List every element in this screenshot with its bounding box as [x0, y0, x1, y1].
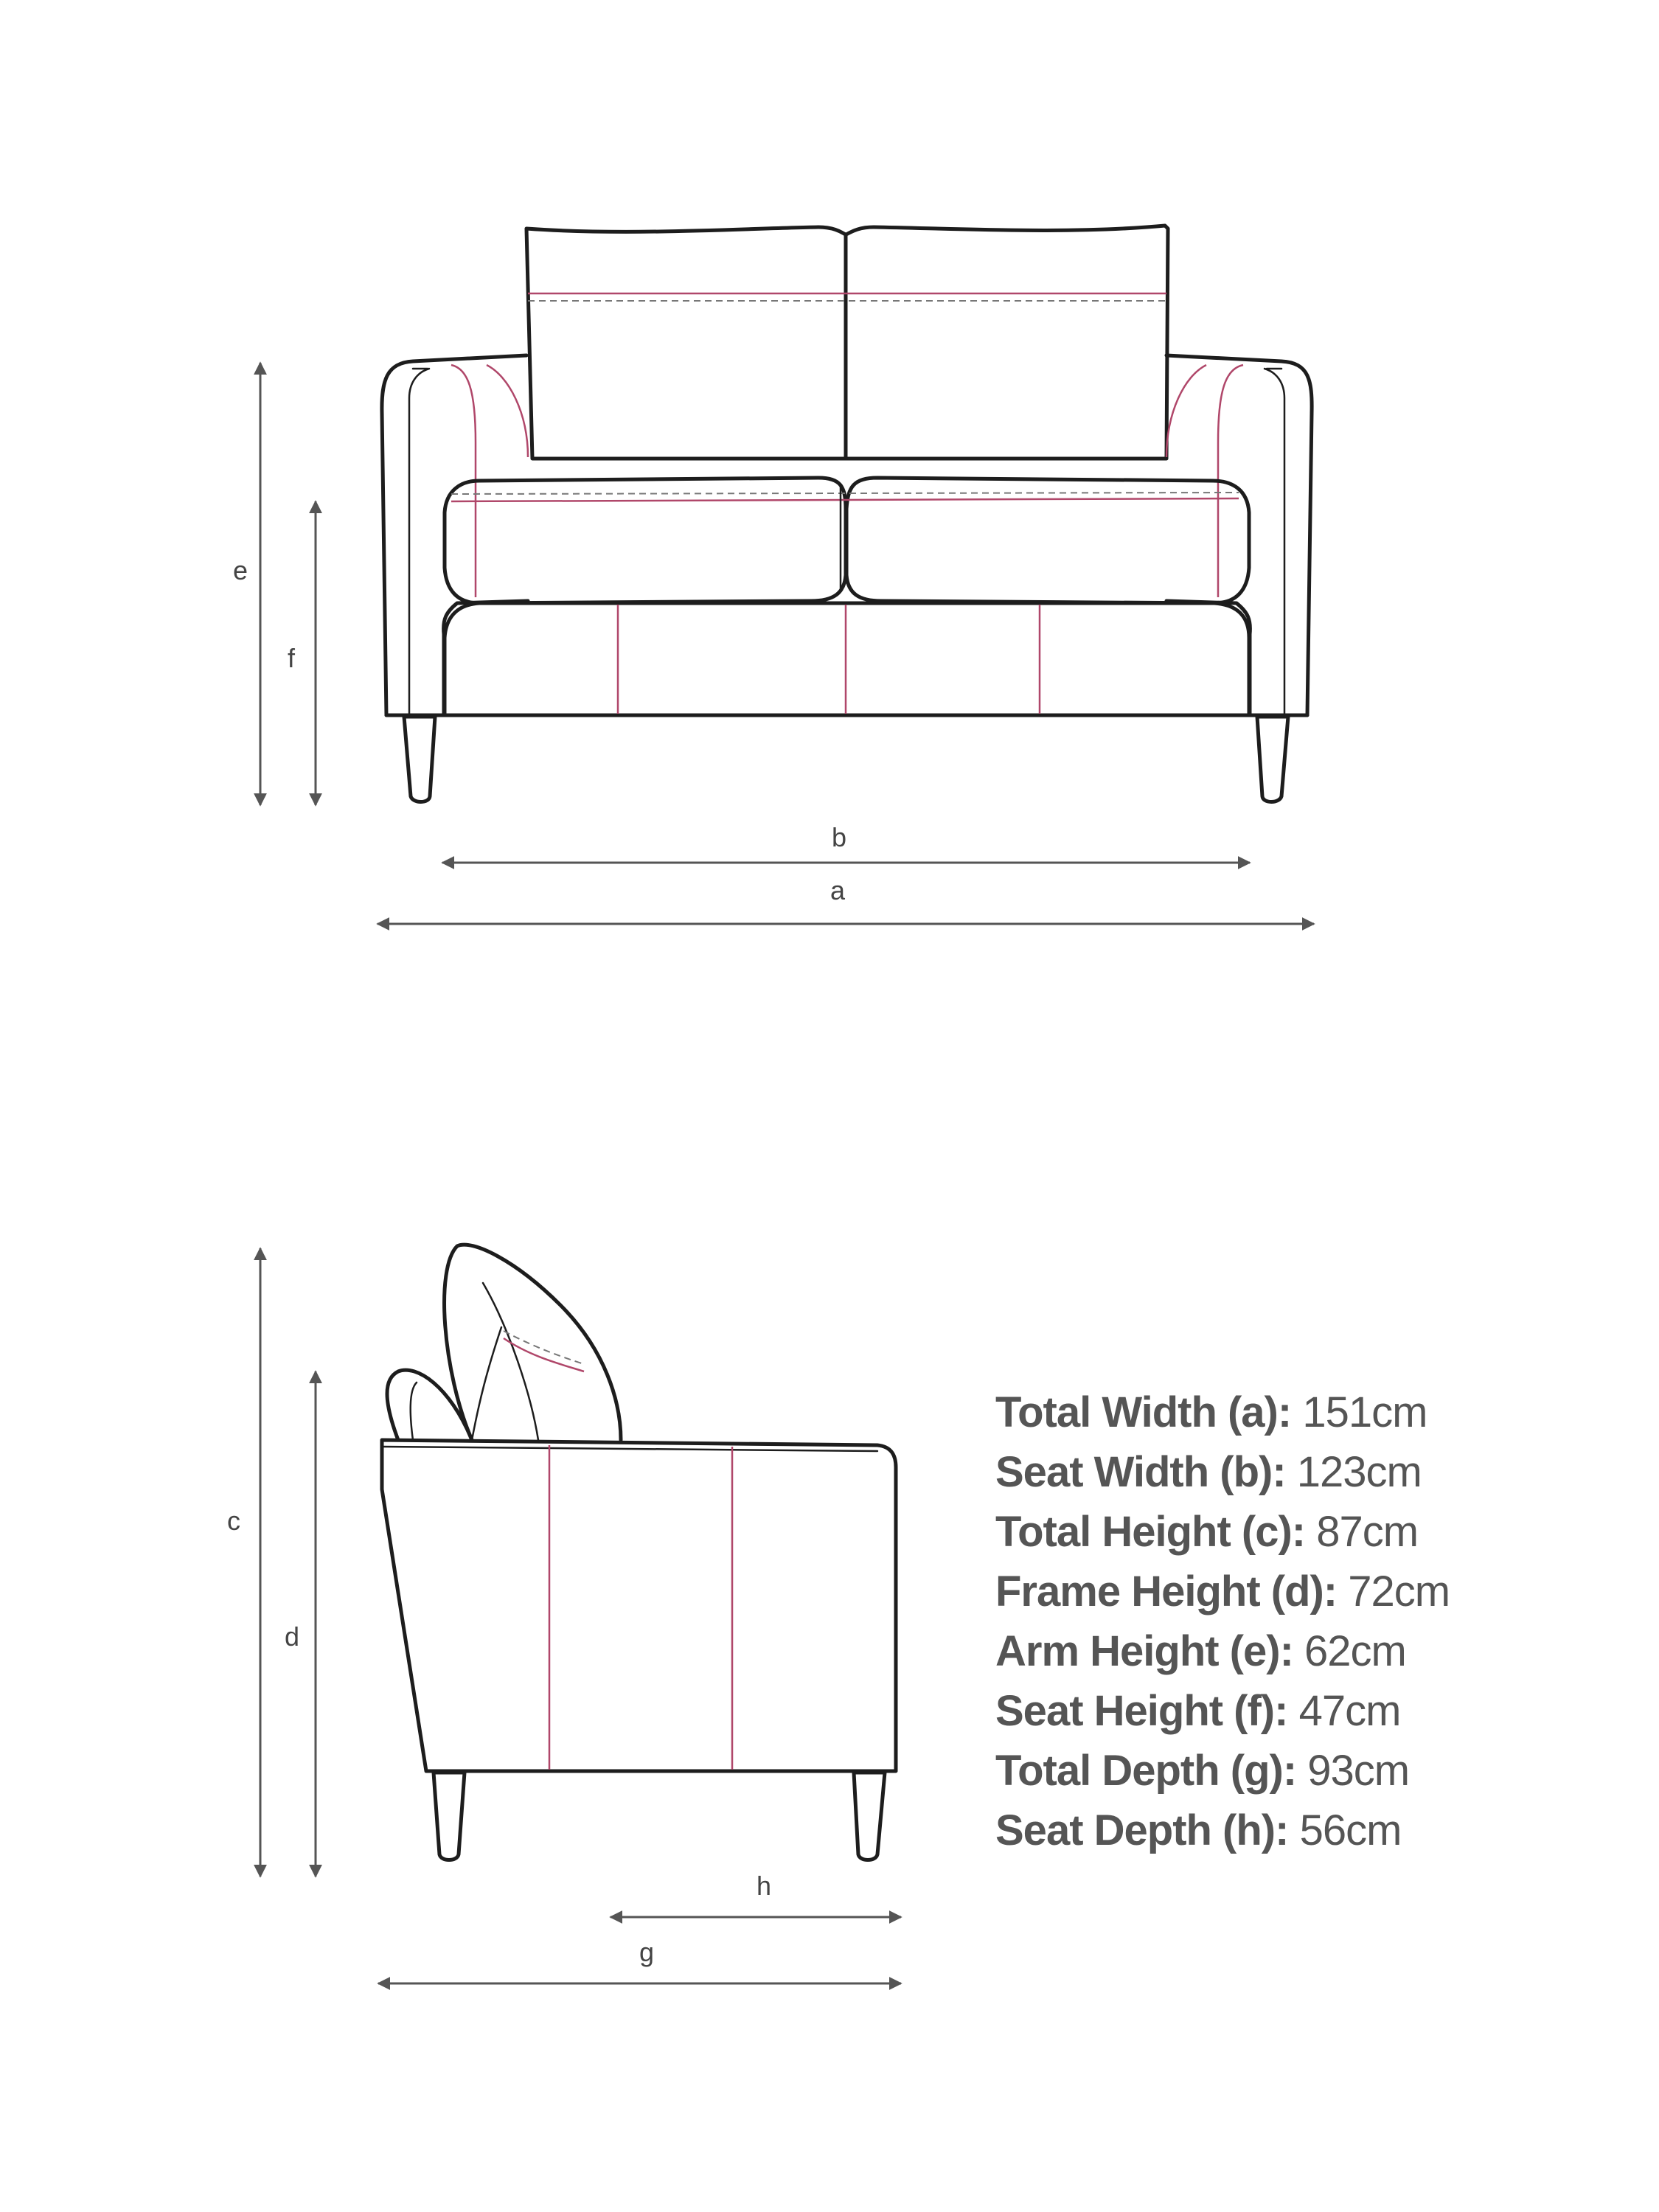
spec-total-height — [995, 1502, 1600, 1562]
spec-seat-height — [995, 1681, 1600, 1741]
spec-label: Total Depth (g): — [995, 1747, 1297, 1795]
spec-label: Seat Height (f): — [995, 1687, 1288, 1735]
spec-value: 72cm — [1348, 1568, 1450, 1615]
side-dimensions — [227, 1248, 901, 1983]
spec-value: 47cm — [1298, 1687, 1401, 1735]
spec-seat-depth — [995, 1801, 1600, 1860]
front-leg-right — [1257, 717, 1288, 802]
sofa-base — [386, 603, 1307, 715]
label-a: a — [830, 875, 846, 905]
left-arm — [382, 355, 528, 715]
label-g: g — [639, 1937, 655, 1967]
spec-value: 62cm — [1304, 1627, 1406, 1675]
spec-total-width — [995, 1382, 1600, 1442]
label-e: e — [233, 555, 248, 585]
spec-frame-height — [995, 1562, 1600, 1621]
label-c: c — [227, 1506, 240, 1536]
spec-value: 56cm — [1299, 1806, 1402, 1854]
label-b: b — [832, 822, 847, 852]
front-leg-left — [404, 717, 435, 802]
spec-label: Total Width (a): — [995, 1388, 1292, 1436]
side-leg-back — [434, 1773, 465, 1860]
seat-cushion-left — [445, 478, 846, 603]
side-body — [382, 1440, 896, 1771]
back-cushion-left — [526, 227, 846, 459]
spec-label: Seat Width (b): — [995, 1448, 1286, 1496]
spec-value: 151cm — [1302, 1388, 1427, 1436]
spec-value: 123cm — [1296, 1448, 1422, 1496]
spec-value: 87cm — [1316, 1508, 1419, 1556]
front-view-drawing — [382, 226, 1312, 802]
seat-cushion-right — [846, 478, 1249, 603]
label-h: h — [757, 1871, 772, 1901]
spec-label: Arm Height (e): — [995, 1627, 1293, 1675]
label-f: f — [288, 643, 296, 673]
right-arm — [1166, 355, 1312, 715]
spec-value: 93cm — [1307, 1747, 1410, 1795]
spec-arm-height — [995, 1621, 1600, 1681]
spec-total-depth — [995, 1741, 1600, 1801]
spec-seat-width — [995, 1442, 1600, 1502]
front-dimensions — [233, 363, 1314, 924]
side-leg-front — [854, 1773, 885, 1860]
spec-label: Total Height (c): — [995, 1508, 1306, 1556]
spec-label: Frame Height (d): — [995, 1568, 1338, 1615]
spec-label: Seat Depth (h): — [995, 1806, 1289, 1854]
label-d: d — [285, 1621, 300, 1652]
back-cushion-right — [846, 226, 1168, 459]
dimension-specs — [995, 1382, 1600, 1860]
side-view-drawing — [382, 1245, 896, 1860]
